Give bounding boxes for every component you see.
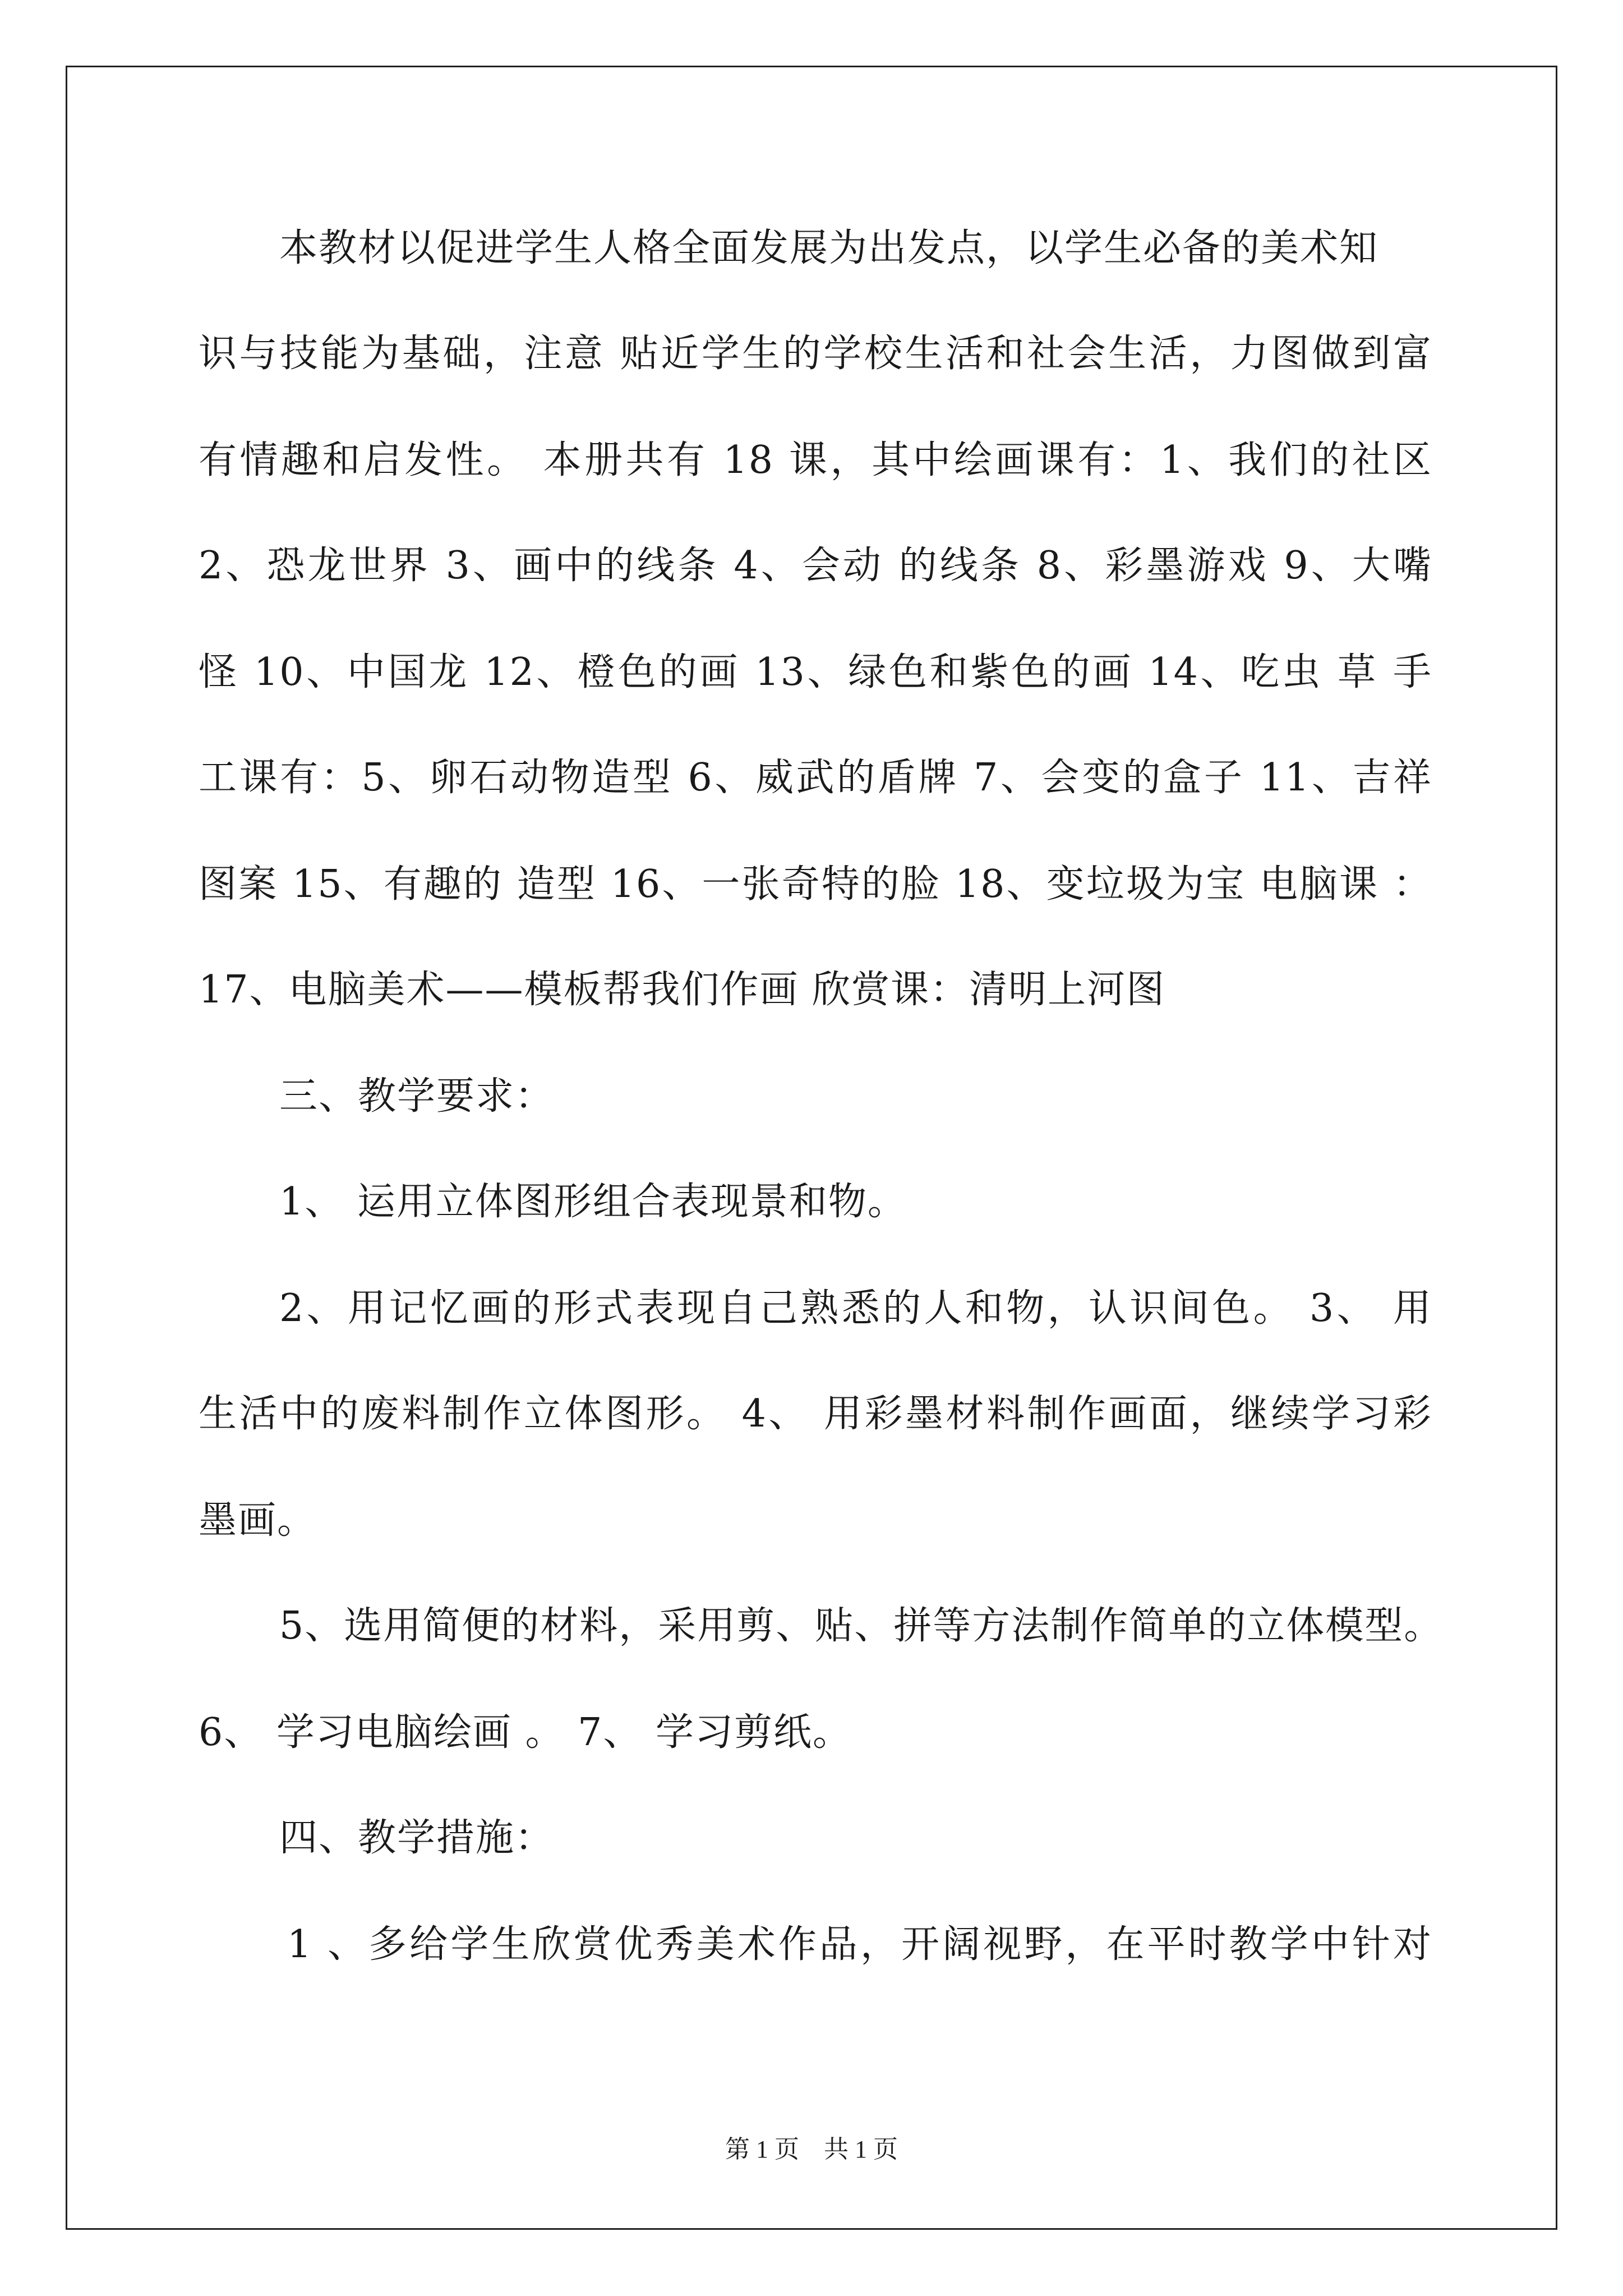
- text-line-1: 本教材以促进学生人格全面发展为出发点，以学生必备的美术知: [279, 226, 1379, 270]
- text-line-10: 1、 运用立体图形组合表现景和物。: [279, 1180, 907, 1224]
- text-line-12: 生活中的废料制作立体图形。 4、 用彩墨材料制作画面，继续学习彩: [199, 1392, 1432, 1436]
- text-line-8: 17、电脑美术——模板帮我们作画 欣赏课：清明上河图: [199, 968, 1166, 1012]
- text-line-7: 图案 15、有趣的 造型 16、一张奇特的脸 18、变垃圾为宝 电脑课 ：: [199, 862, 1432, 907]
- text-line-17: 1 、多给学生欣赏优秀美术作品，开阔视野，在平时教学中针对: [287, 1922, 1432, 1967]
- text-line-14: 5、选用简便的材料，采用剪、贴、拼等方法制作简单的立体模型。: [279, 1604, 1444, 1648]
- text-line-4: 2、恐龙世界 3、画中的线条 4、会动 的线条 8、彩墨游戏 9、大嘴: [199, 544, 1432, 588]
- text-line-3: 有情趣和启发性。 本册共有 18 课，其中绘画课有：1、我们的社区: [199, 438, 1432, 482]
- page-number-footer: 第 1 页 共 1 页: [725, 2136, 898, 2163]
- heading-teaching-requirements: 三、教学要求：: [279, 1074, 555, 1119]
- text-line-6: 工课有：5、卵石动物造型 6、威武的盾牌 7、会变的盒子 11、吉祥: [199, 756, 1432, 800]
- text-line-11: 2、用记忆画的形式表现自己熟悉的人和物，认识间色。 3、 用: [279, 1286, 1432, 1331]
- text-line-15: 6、 学习电脑绘画 。 7、 学习剪纸。: [199, 1710, 852, 1755]
- heading-teaching-measures: 四、教学措施：: [279, 1816, 555, 1860]
- page-frame: [66, 66, 1557, 2230]
- text-line-13: 墨画。: [199, 1498, 317, 1543]
- text-line-2: 识与技能为基础，注意 贴近学生的学校生活和社会生活，力图做到富: [199, 332, 1432, 376]
- text-line-5: 怪 10、中国龙 12、橙色的画 13、绿色和紫色的画 14、吃虫 草 手: [199, 650, 1432, 694]
